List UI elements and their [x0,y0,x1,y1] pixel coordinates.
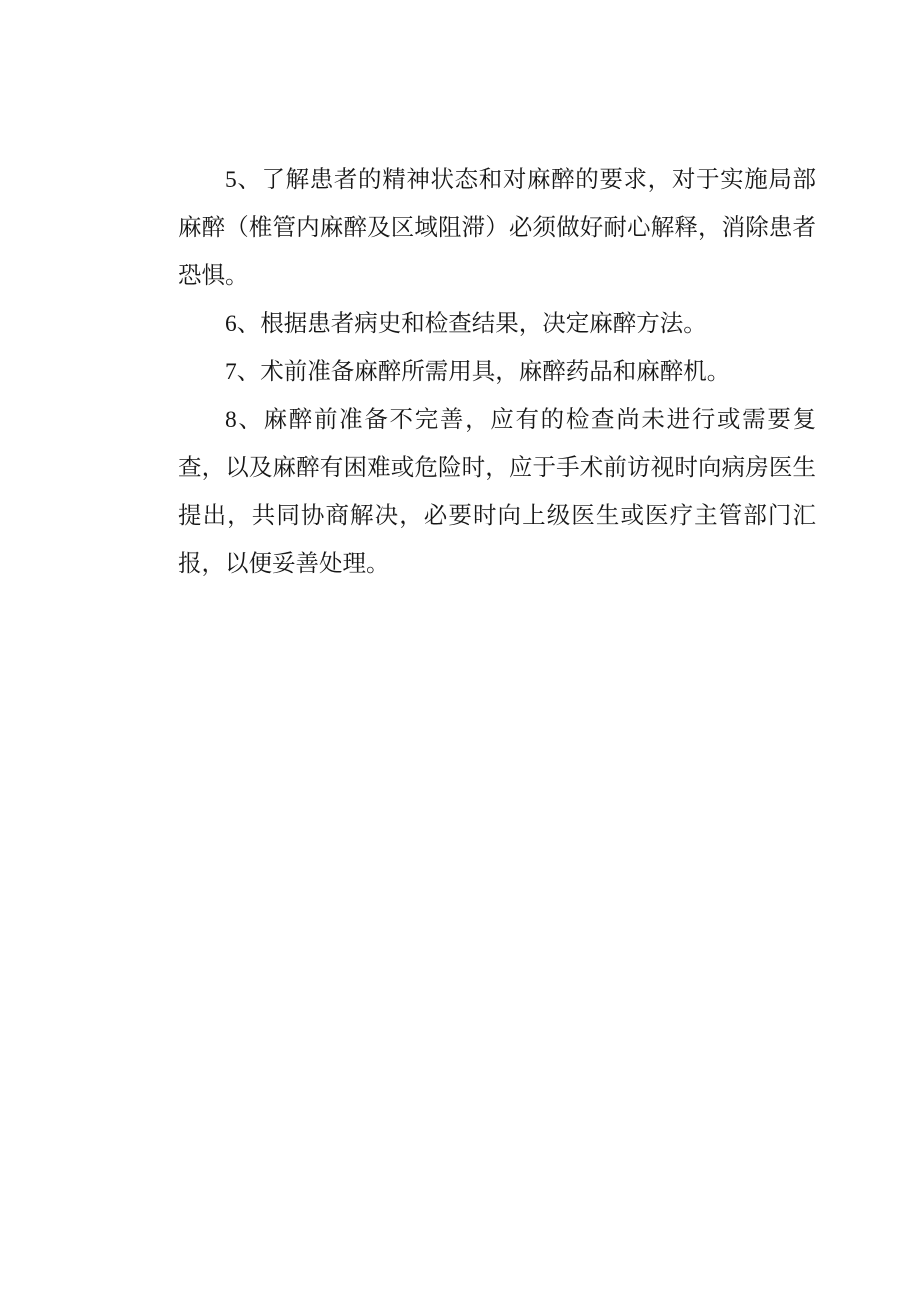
paragraph-item-8: 8、麻醉前准备不完善，应有的检查尚未进行或需要复查，以及麻醉有困难或危险时，应于手术前访视时向病房医生提出，共同协商解决，必要时向上级医生或医疗主管部门汇报，以便妥善处理。 [178,407,816,577]
paragraph-item-5: 5、了解患者的精神状态和对麻醉的要求，对于实施局部麻醉（椎管内麻醉及区域阻滞）必须做好耐心解释，消除患者恐惧。 [178,167,816,289]
paragraph-item-6: 6、根据患者病史和检查结果，决定麻醉方法。 [225,311,707,337]
document-body [178,156,816,588]
paragraph-item-7: 7、术前准备麻醉所需用具，麻醉药品和麻醉机。 [225,359,731,385]
